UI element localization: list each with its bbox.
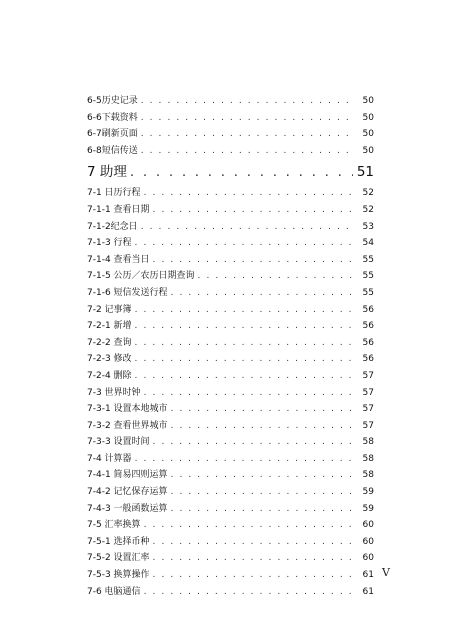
toc-entry[interactable]	[87, 467, 374, 484]
toc-entry-label: 7-2-2 查询	[87, 337, 132, 348]
toc-entry-label: 7-1 日历行程	[87, 188, 141, 199]
toc-entry-label: 7-2-1 新增	[87, 321, 132, 332]
dot-leader	[171, 501, 353, 518]
toc-entry-page: 59	[362, 487, 374, 498]
dot-leader	[153, 567, 353, 584]
dot-leader	[135, 302, 353, 319]
toc-entry[interactable]	[87, 185, 374, 202]
toc-entry-page: 55	[362, 287, 374, 298]
toc-entry-page: 60	[362, 553, 374, 564]
toc-entry[interactable]	[87, 219, 374, 236]
dot-leader	[153, 202, 353, 219]
toc-entry-label: 7-2-3 修改	[87, 354, 132, 365]
toc-entry-page: 53	[362, 221, 374, 232]
toc-entry[interactable]	[87, 202, 374, 219]
dot-leader	[144, 185, 353, 202]
toc-entry[interactable]	[87, 143, 374, 160]
dot-leader	[153, 434, 353, 451]
toc-entry-page: 57	[362, 387, 374, 398]
toc-entry-page: 57	[362, 420, 374, 431]
toc-entry-label: 7-5-2 设置汇率	[87, 553, 150, 564]
toc-entry[interactable]	[87, 335, 374, 352]
toc-entry-label: 7-1-2纪念日	[87, 221, 138, 232]
toc-entry-page: 52	[362, 204, 374, 215]
toc-entry-page: 50	[362, 129, 374, 140]
toc-entry[interactable]	[87, 368, 374, 385]
toc-entry-label: 7-5-3 换算操作	[87, 570, 150, 581]
toc-entry-page: 60	[362, 536, 374, 547]
toc-entry[interactable]	[87, 418, 374, 435]
dot-leader	[171, 418, 353, 435]
toc-entry-label: 7-4-2 记忆保存运算	[87, 487, 168, 498]
toc-entry[interactable]	[87, 534, 374, 551]
dot-leader	[135, 451, 353, 468]
toc-entry-label: 6-8短信传送	[87, 145, 138, 156]
dot-leader	[198, 268, 353, 285]
toc-entry-label: 7-3-2 查看世界城市	[87, 420, 168, 431]
toc-entry-page: 54	[362, 238, 374, 249]
toc-entry-label: 7-6 电脑通信	[87, 586, 141, 597]
toc-entry-page: 57	[362, 370, 374, 381]
toc-chapter-entry[interactable]	[87, 160, 374, 184]
toc-entry-label: 7-1-4 查看当日	[87, 254, 150, 265]
toc-entry[interactable]	[87, 235, 374, 252]
toc-entry[interactable]	[87, 567, 374, 584]
toc-entry-label: 7-3 世界时钟	[87, 387, 141, 398]
toc-entry-page: 59	[362, 503, 374, 514]
toc-entry[interactable]	[87, 126, 374, 143]
toc-entry-label: 7-1-5 公历／农历日期查询	[87, 271, 195, 282]
toc-entry-label: 7-4-1 简易四则运算	[87, 470, 168, 481]
dot-leader	[144, 385, 353, 402]
toc-entry-page: 50	[362, 145, 374, 156]
toc-entry[interactable]	[87, 401, 374, 418]
toc-entry[interactable]	[87, 252, 374, 269]
toc-entry-label: 7-2-4 删除	[87, 370, 132, 381]
toc-chapter-label: 7 助理	[87, 164, 127, 181]
table-of-contents	[87, 93, 374, 600]
dot-leader	[135, 235, 353, 252]
toc-entry[interactable]	[87, 517, 374, 534]
dot-leader	[135, 368, 353, 385]
toc-entry-label: 7-3-1 设置本地城市	[87, 404, 168, 415]
toc-entry-page: 60	[362, 520, 374, 531]
dot-leader	[141, 110, 353, 127]
dot-leader	[171, 467, 353, 484]
toc-entry-page: 56	[362, 304, 374, 315]
toc-entry-label: 6-5历史记录	[87, 96, 138, 106]
toc-entry-label: 7-4 计算器	[87, 453, 132, 464]
toc-entry-label: 6-6下载资料	[87, 112, 138, 123]
dot-leader	[141, 219, 353, 236]
toc-entry-label: 7-2 记事簿	[87, 304, 132, 315]
toc-entry-page: 61	[362, 570, 374, 581]
dot-leader	[135, 318, 353, 335]
dot-leader	[153, 534, 353, 551]
toc-entry[interactable]	[87, 302, 374, 319]
toc-entry-label: 7-4-3 一般函数运算	[87, 503, 168, 514]
toc-entry-label: 7-5 汇率换算	[87, 520, 141, 531]
toc-entry[interactable]	[87, 584, 374, 601]
toc-entry[interactable]	[87, 268, 374, 285]
dot-leader	[130, 160, 353, 184]
dot-leader	[141, 93, 353, 110]
toc-entry[interactable]	[87, 318, 374, 335]
dot-leader	[171, 285, 353, 302]
toc-entry-label: 7-1-6 短信发送行程	[87, 287, 168, 298]
toc-entry-label: 7-1-1 查看日期	[87, 204, 150, 215]
dot-leader	[141, 126, 353, 143]
dot-leader	[171, 484, 353, 501]
dot-leader	[153, 550, 353, 567]
dot-leader	[135, 351, 353, 368]
toc-entry-page: 58	[362, 453, 374, 464]
dot-leader	[153, 252, 353, 269]
toc-entry-page: 56	[362, 337, 374, 348]
toc-entry-page: 55	[362, 254, 374, 265]
toc-entry-page: 58	[362, 470, 374, 481]
toc-entry-label: 7-5-1 选择币种	[87, 536, 150, 547]
toc-entry-page: 55	[362, 271, 374, 282]
toc-entry-label: 6-7刷新页面	[87, 129, 138, 140]
dot-leader	[144, 517, 353, 534]
toc-entry-label: 7-1-3 行程	[87, 238, 132, 249]
toc-entry[interactable]	[87, 93, 374, 110]
toc-entry[interactable]	[87, 385, 374, 402]
dot-leader	[141, 143, 353, 160]
toc-entry[interactable]	[87, 501, 374, 518]
toc-entry-page: 57	[362, 404, 374, 415]
toc-entry[interactable]	[87, 285, 374, 302]
toc-entry-page: 52	[362, 188, 374, 199]
toc-entry-page: 58	[362, 437, 374, 448]
toc-entry[interactable]	[87, 351, 374, 368]
toc-entry-label: 7-3-3 设置时间	[87, 437, 150, 448]
toc-entry[interactable]	[87, 451, 374, 468]
toc-entry[interactable]	[87, 110, 374, 127]
toc-entry-page: 56	[362, 321, 374, 332]
page-number: V	[382, 566, 390, 579]
toc-entry-page: 50	[362, 112, 374, 123]
dot-leader	[171, 401, 353, 418]
dot-leader	[135, 335, 353, 352]
toc-entry[interactable]	[87, 550, 374, 567]
toc-entry[interactable]	[87, 484, 374, 501]
toc-chapter-page: 51	[356, 164, 374, 181]
dot-leader	[144, 584, 353, 601]
toc-entry-page: 61	[362, 586, 374, 597]
toc-entry-page: 50	[362, 96, 374, 106]
toc-entry[interactable]	[87, 434, 374, 451]
toc-entry-page: 56	[362, 354, 374, 365]
